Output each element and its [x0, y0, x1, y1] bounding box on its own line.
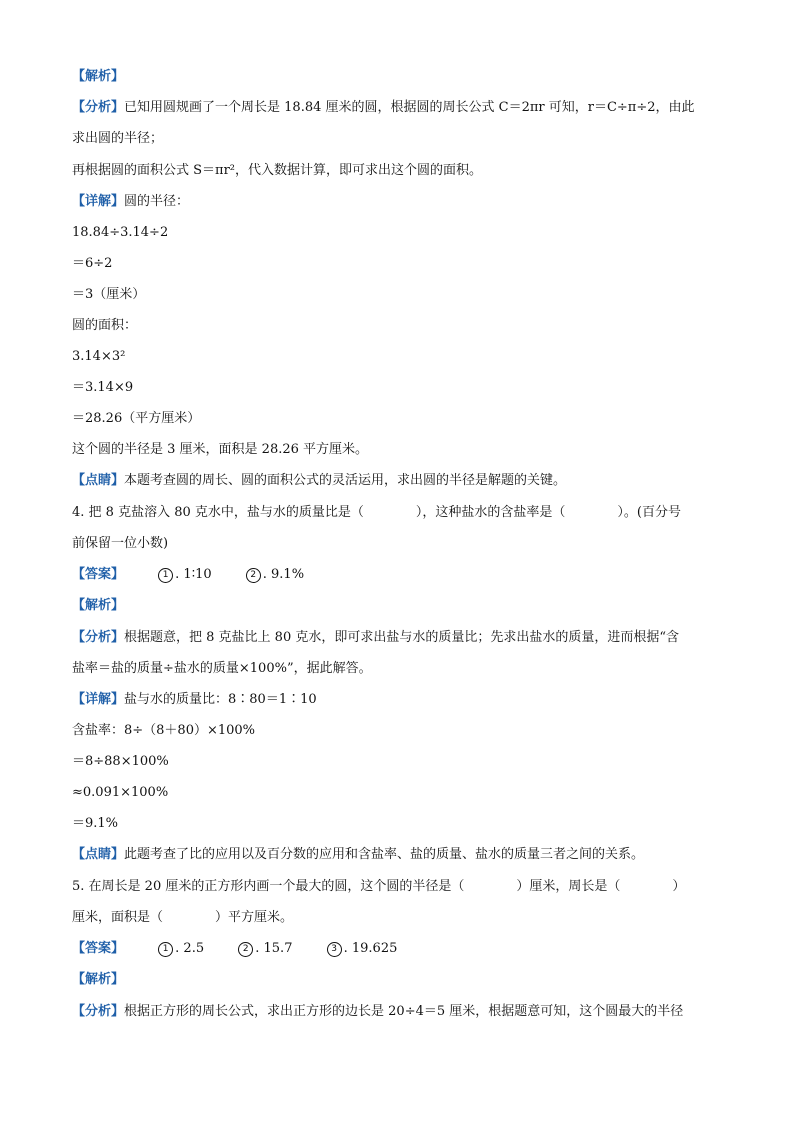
answer-item: 2 . 9.1%: [246, 566, 304, 584]
question-stem: 前保留一位小数): [72, 536, 169, 551]
calc-line: ≈0.091×100%: [72, 785, 169, 800]
circled-number: 3: [327, 942, 342, 957]
xiangjie-line: 【详解】盐与水的质量比：8∶80＝1∶10: [72, 692, 317, 707]
calc-line: ＝28.26（平方厘米）: [72, 411, 201, 426]
conclusion-line: 这个圆的半径是 3 厘米，面积是 28.26 平方厘米。: [72, 442, 369, 457]
fenxi-line: 再根据圆的面积公式 S＝πr²，代入数据计算，即可求出这个圆的面积。: [72, 163, 483, 178]
circled-number: 2: [238, 942, 253, 957]
answer-item: 3 . 19.625: [327, 940, 398, 958]
calc-line: ＝6÷2: [72, 256, 113, 271]
answer-line: 【答案】 1 . 1∶10 2 . 9.1%: [72, 567, 305, 582]
answer-item: 1 . 2.5: [158, 940, 204, 958]
circled-number: 2: [246, 568, 261, 583]
fenxi-line: 求出圆的半径；: [72, 131, 164, 146]
jiexi-heading: 【解析】: [72, 972, 125, 987]
answer-line: 【答案】 1 . 2.5 2 . 15.7 3 . 19.625: [72, 941, 398, 956]
fenxi-line: 盐率＝盐的质量÷盐水的质量×100%”，据此解答。: [72, 661, 372, 676]
circled-number: 1: [158, 568, 173, 583]
calc-line: 圆的面积：: [72, 318, 138, 333]
calc-line: 18.84÷3.14÷2: [72, 225, 169, 240]
fenxi-line: 【分析】根据题意，把 8 克盐比上 80 克水，即可求出盐与水的质量比；先求出盐水的质量，进而根据“含: [72, 630, 680, 645]
xiangjie-line: 【详解】圆的半径：: [72, 194, 190, 209]
calc-line: ＝3.14×9: [72, 380, 134, 395]
calc-line: ＝3（厘米）: [72, 287, 146, 302]
fenxi-line: 【分析】已知用圆规画了一个周长是 18.84 厘米的圆，根据圆的周长公式 C＝2πr 可知，r＝C÷π÷2，由此: [72, 100, 695, 115]
answer-item: 1 . 1∶10: [158, 566, 211, 584]
question-stem: 厘米，面积是（ ）平方厘米。: [72, 910, 294, 925]
question-stem: 5. 在周长是 20 厘米的正方形内画一个最大的圆，这个圆的半径是（ ）厘米，周长是（ ）: [72, 879, 686, 894]
circled-number: 1: [158, 942, 173, 957]
question-stem: 4. 把 8 克盐溶入 80 克水中，盐与水的质量比是（ ），这种盐水的含盐率是（ ）。(百分号: [72, 505, 681, 520]
calc-line: ＝8÷88×100%: [72, 754, 169, 769]
fenxi-line: 【分析】根据正方形的周长公式，求出正方形的边长是 20÷4＝5 厘米，根据题意可知，这个圆最大的半径: [72, 1004, 684, 1019]
jiexi-heading: 【解析】: [72, 69, 125, 84]
answer-item: 2 . 15.7: [238, 940, 292, 958]
calc-line: 含盐率：8÷（8＋80）×100%: [72, 723, 256, 738]
dianjing-line: 【点睛】此题考查了比的应用以及百分数的应用和含盐率、盐的质量、盐水的质量三者之间的关系。: [72, 847, 645, 862]
calc-line: ＝9.1%: [72, 816, 119, 831]
calc-line: 3.14×3²: [72, 349, 126, 364]
dianjing-line: 【点睛】本题考查圆的周长、圆的面积公式的灵活运用，求出圆的半径是解题的关键。: [72, 473, 567, 488]
jiexi-heading: 【解析】: [72, 598, 125, 613]
